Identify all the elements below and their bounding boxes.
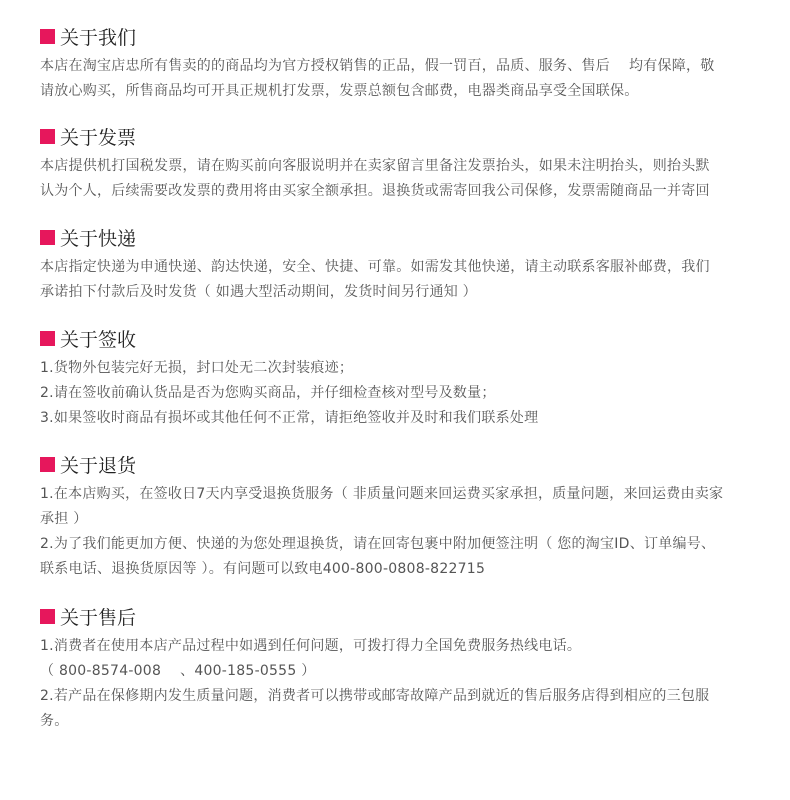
section-title: 关于退货	[60, 454, 137, 477]
section-title: 关于快递	[60, 227, 137, 250]
square-bullet-icon	[40, 29, 55, 44]
section-heading	[40, 452, 762, 476]
section-receipt	[40, 326, 762, 431]
section-title: 关于售后	[60, 606, 137, 629]
section-about-us	[40, 24, 762, 104]
text-line: 2.为了我们能更加方便、快递的为您处理退换货，请在回寄包裹中附加便签注明（ 您的淘宝ID、订单编号、	[40, 536, 716, 552]
text-line: 承诺拍下付款后及时发货（ 如遇大型活动期间，发货时间另行通知 ）	[40, 284, 477, 300]
square-bullet-icon	[40, 331, 55, 346]
text-line: 2.若产品在保修期内发生质量问题，消费者可以携带或邮寄故障产品到就近的售后服务店得到相应的三包服	[40, 688, 710, 704]
section-heading	[40, 604, 762, 628]
text-line: 1.货物外包装完好无损，封口处无二次封装痕迹；	[40, 360, 354, 376]
section-returns	[40, 452, 762, 582]
text-line: 本店在淘宝店忠所有售卖的的商品均为官方授权销售的正品，假一罚百，品质、服务、售后 均有保障，敬	[40, 58, 715, 74]
square-bullet-icon	[40, 230, 55, 245]
text-line: 2.请在签收前确认货品是否为您购买商品，并仔细检查核对型号及数量；	[40, 385, 496, 401]
section-heading	[40, 24, 762, 48]
text-line: 认为个人，后续需要改发票的费用将由买家全额承担。退换货或需寄回我公司保修，发票需随商品一并寄回	[40, 183, 710, 199]
text-line: 1.消费者在使用本店产品过程中如遇到任何问题，可拨打得力全国免费服务热线电话。	[40, 638, 582, 654]
square-bullet-icon	[40, 129, 55, 144]
section-heading	[40, 326, 762, 350]
text-line: 3.如果签收时商品有损坏或其他任何不正常，请拒绝签收并及时和我们联系处理	[40, 410, 539, 426]
square-bullet-icon	[40, 457, 55, 472]
section-invoice	[40, 124, 762, 204]
text-line: （ 800-8574-008 、400-185-0555 ）	[40, 663, 316, 679]
text-line: 务。	[40, 713, 69, 729]
text-line: 承担 ）	[40, 511, 88, 527]
section-express	[40, 225, 762, 305]
section-heading	[40, 225, 762, 249]
text-line: 1.在本店购买，在签收日7天内享受退换货服务（ 非质量问题来回运费买家承担，质量问题，来回运费由卖家	[40, 486, 724, 502]
text-line: 联系电话、退换货原因等 ）。有问题可以致电400-800-0808-822715	[40, 561, 486, 577]
section-after-sales	[40, 604, 762, 734]
section-title: 关于我们	[60, 26, 137, 49]
text-line: 本店提供机打国税发票，请在购买前向客服说明并在卖家留言里备注发票抬头，如果未注明抬头，则抬头默	[40, 158, 710, 174]
text-line: 请放心购买，所售商品均可开具正规机打发票，发票总额包含邮费，电器类商品享受全国联保。	[40, 83, 639, 99]
section-heading	[40, 124, 762, 148]
text-line: 本店指定快递为申通快递、韵达快递，安全、快捷、可靠。如需发其他快递，请主动联系客服补邮费，我们	[40, 259, 710, 275]
section-title: 关于发票	[60, 126, 137, 149]
square-bullet-icon	[40, 609, 55, 624]
section-title: 关于签收	[60, 328, 137, 351]
